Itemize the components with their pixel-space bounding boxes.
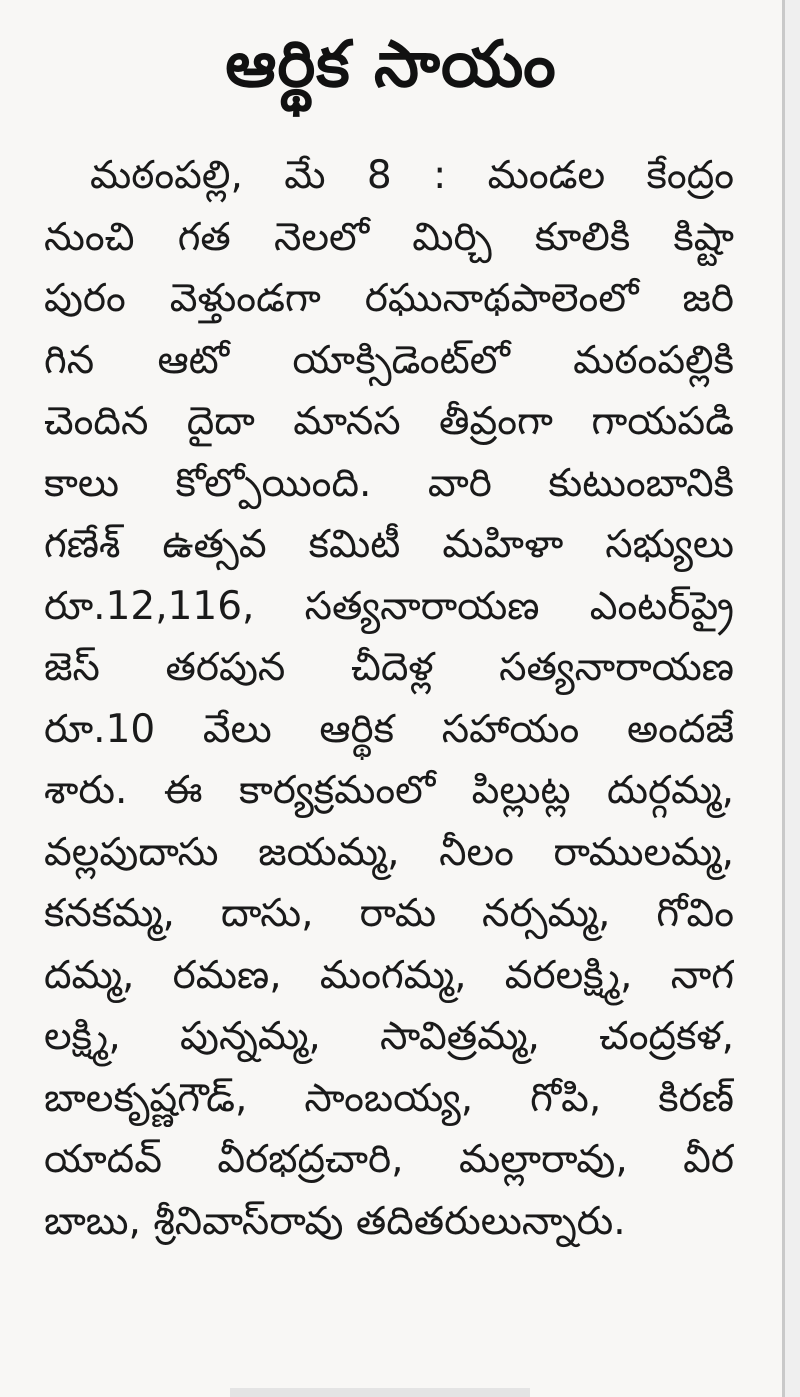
article-line: కనకమ్మ, దాసు, రామ నర్సమ్మ, గోవిం bbox=[44, 891, 734, 936]
article-line: బాబు, శ్రీనివాస్‌రావు తదితరులున్నారు. bbox=[44, 1198, 626, 1244]
article-line: రూ.12,116, సత్యనారాయణ ఎంటర్‌ప్రై bbox=[44, 583, 734, 629]
article-line: జెస్ తరపున చీదెళ్ల సత్యనారాయణ bbox=[44, 645, 734, 690]
article-line: గిన ఆటో యాక్సిడెంట్‌లో మఠంపల్లికి bbox=[44, 337, 734, 383]
cropped-next-text bbox=[230, 1388, 530, 1397]
article-body bbox=[44, 145, 734, 1252]
article-line: కాలు కోల్పోయింది. వారి కుటుంబానికి bbox=[44, 460, 734, 506]
article-line: దమ్మ, రమణ, మంగమ్మ, వరలక్ష్మి, నాగ bbox=[44, 952, 734, 998]
article-line: బాలకృష్ణగౌడ్, సాంబయ్య, గోపి, కిరణ్ bbox=[44, 1075, 734, 1121]
article-line: లక్ష్మి, పున్నమ్మ, సావిత్రమ్మ, చంద్రకళ, bbox=[44, 1014, 734, 1059]
article-line: చెందిన దైదా మానస తీవ్రంగా గాయపడి bbox=[44, 399, 734, 444]
headline: ఆర్థిక సాయం bbox=[225, 28, 557, 102]
article-line: వల్లపుదాసు జయమ్మ, నీలం రాములమ్మ, bbox=[44, 829, 734, 875]
article-line: యాదవ్ వీరభద్రచారి, మల్లారావు, వీర bbox=[44, 1137, 734, 1182]
article-line: మఠంపల్లి, మే 8 : మండల కేంద్రం bbox=[90, 153, 734, 198]
article-line: శారు. ఈ కార్యక్రమంలో పిల్లుట్ల దుర్గమ్మ, bbox=[44, 768, 734, 813]
adjacent-column-edge bbox=[785, 0, 800, 1397]
article-line: పురం వెళ్తుండగా రఘునాథపాలెంలో జరి bbox=[44, 276, 734, 321]
article-line: గణేశ్ ఉత్సవ కమిటీ మహిళా సభ్యులు bbox=[44, 522, 734, 567]
article-line: నుంచి గత నెలలో మిర్చి కూలికి కిష్టా bbox=[44, 214, 734, 260]
article-line: రూ.10 వేలు ఆర్థిక సహాయం అందజే bbox=[44, 706, 734, 752]
